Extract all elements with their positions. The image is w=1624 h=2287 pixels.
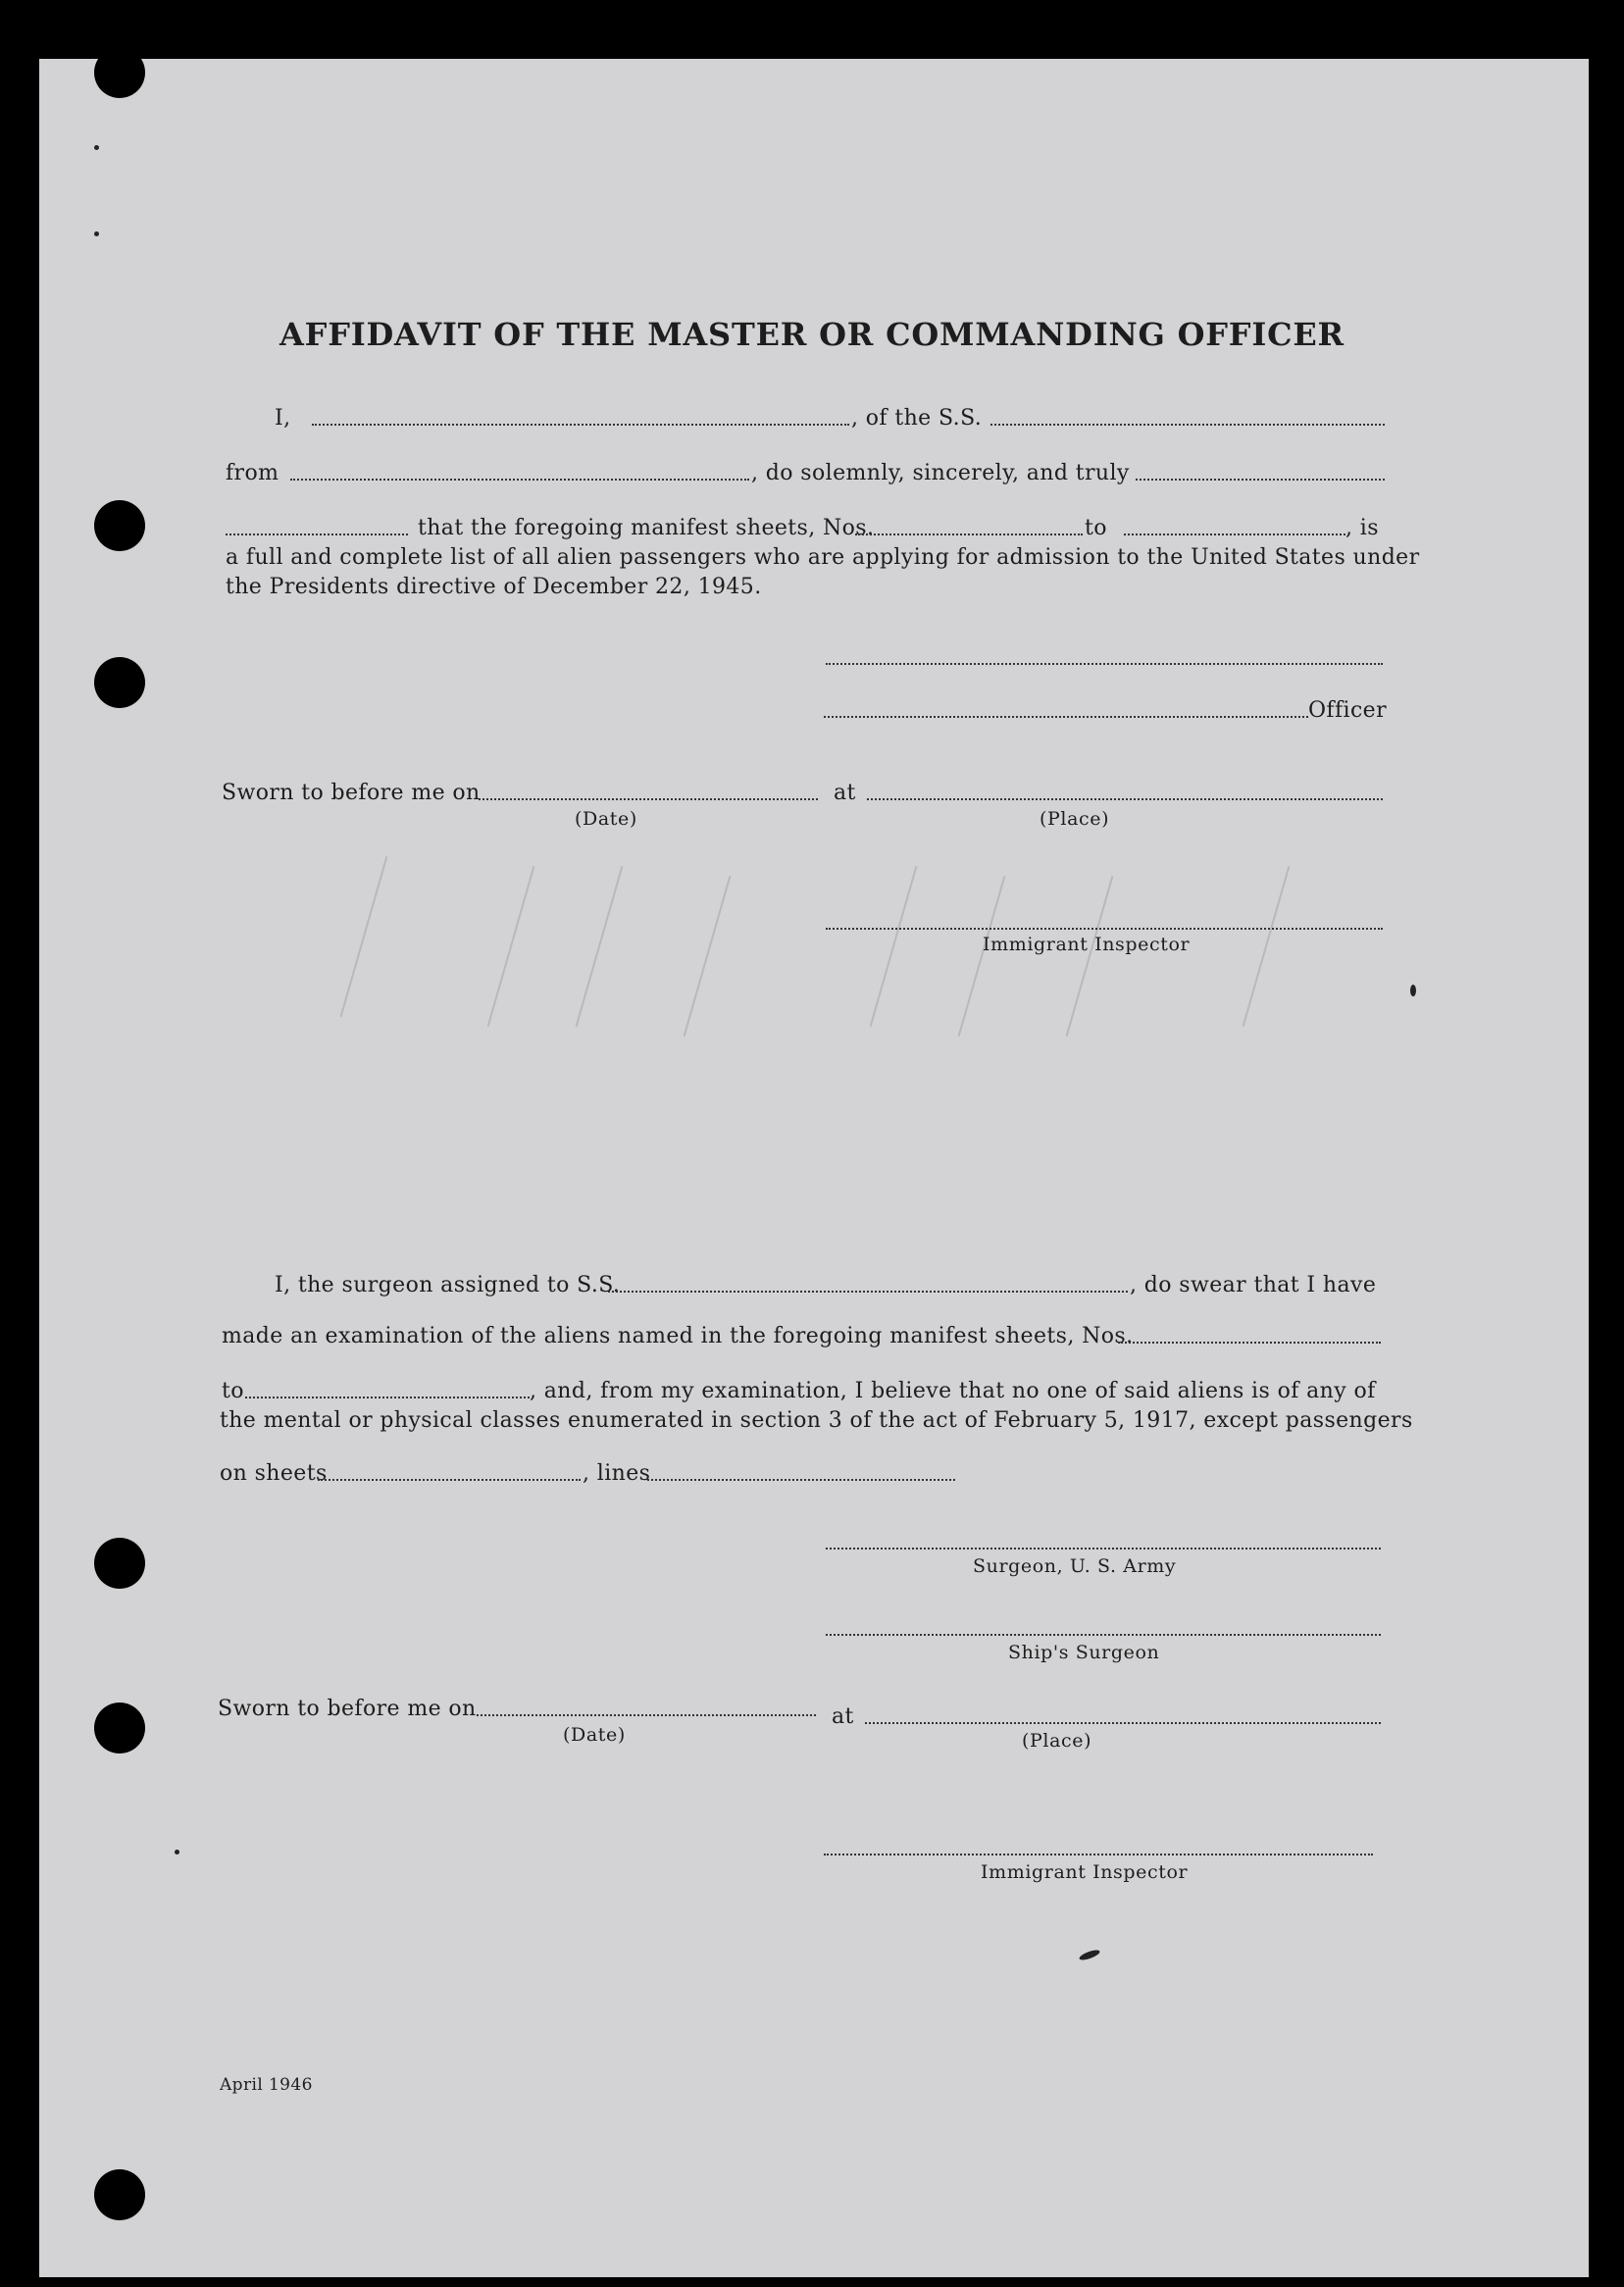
surgeon-ship-field[interactable] bbox=[608, 1291, 1128, 1293]
form-revision-date: April 1946 bbox=[220, 2075, 313, 2095]
surgeon-sheets-to-field[interactable] bbox=[245, 1397, 530, 1398]
master-place-caption: (Place) bbox=[1040, 808, 1110, 830]
surgeon-intro-text: I, the surgeon assigned to S.S. bbox=[275, 1273, 621, 1297]
surgeon-date-caption: (Date) bbox=[563, 1724, 626, 1746]
master-oath-field[interactable] bbox=[1136, 479, 1385, 481]
surgeon-place-caption: (Place) bbox=[1022, 1730, 1092, 1752]
ship-surgeon-caption: Ship's Surgeon bbox=[1008, 1642, 1160, 1663]
surgeon-swear-text: , do swear that I have bbox=[1130, 1273, 1377, 1297]
surgeon-except-sheets-field[interactable] bbox=[318, 1479, 581, 1481]
dust-speck bbox=[94, 145, 99, 150]
army-surgeon-caption: Surgeon, U. S. Army bbox=[973, 1555, 1177, 1577]
punch-hole bbox=[94, 1703, 145, 1753]
surgeon-at-label: at bbox=[832, 1704, 854, 1729]
surgeon-lines-label: , lines bbox=[583, 1461, 651, 1486]
master-at-label: at bbox=[834, 781, 856, 805]
punch-hole bbox=[94, 2169, 145, 2220]
master-signature-field[interactable] bbox=[826, 663, 1383, 665]
punch-hole bbox=[94, 47, 145, 98]
surgeon-except-lines-field[interactable] bbox=[647, 1479, 955, 1481]
master-statement-line: the Presidents directive of December 22, 1945. bbox=[226, 575, 762, 599]
master-of-ss-label: , of the S.S. bbox=[851, 406, 983, 431]
surgeon-sworn-label: Sworn to before me on bbox=[218, 1697, 477, 1721]
master-sheets-from-field[interactable] bbox=[855, 534, 1083, 535]
master-sworn-date-field[interactable] bbox=[479, 798, 818, 800]
master-is-text: , is bbox=[1345, 516, 1379, 540]
surgeon-to-label: to bbox=[222, 1379, 244, 1403]
officer-signature-field[interactable] bbox=[824, 716, 1308, 718]
master-swear-field[interactable] bbox=[226, 534, 408, 535]
punch-hole bbox=[94, 657, 145, 708]
master-to-label: to bbox=[1085, 516, 1107, 540]
dust-speck bbox=[175, 1850, 179, 1855]
officer-label: Officer bbox=[1308, 698, 1388, 723]
form-sheet bbox=[39, 59, 1589, 2277]
dust-speck bbox=[94, 231, 99, 236]
punch-hole bbox=[94, 1538, 145, 1589]
master-sworn-label: Sworn to before me on bbox=[222, 781, 481, 805]
surgeon-inspector-caption: Immigrant Inspector bbox=[981, 1861, 1189, 1883]
master-foregoing-text: that the foregoing manifest sheets, Nos. bbox=[418, 516, 875, 540]
master-port-field[interactable] bbox=[290, 479, 749, 481]
surgeon-sworn-date-field[interactable] bbox=[477, 1714, 816, 1716]
surgeon-classes-text: the mental or physical classes enumerated in section 3 of the act of February 5, 1917, except passengers bbox=[220, 1408, 1413, 1433]
page-title: AFFIDAVIT OF THE MASTER OR COMMANDING OFFICER bbox=[279, 316, 1345, 353]
surgeon-belief-text: , and, from my examination, I believe that no one of said aliens is of any of bbox=[530, 1379, 1376, 1403]
surgeon-inspector-signature-field[interactable] bbox=[824, 1854, 1373, 1855]
ship-surgeon-signature-field[interactable] bbox=[826, 1634, 1381, 1636]
surgeon-sworn-place-field[interactable] bbox=[865, 1722, 1381, 1724]
master-date-caption: (Date) bbox=[575, 808, 637, 830]
master-statement-line: a full and complete list of all alien passengers who are applying for admission to the United States under bbox=[226, 545, 1420, 570]
master-inspector-caption: Immigrant Inspector bbox=[983, 934, 1191, 955]
dust-speck bbox=[1410, 985, 1416, 996]
master-sheets-to-field[interactable] bbox=[1124, 534, 1345, 535]
master-solemnly-text: , do solemnly, sincerely, and truly bbox=[751, 461, 1130, 485]
surgeon-sheets-label: on sheets bbox=[220, 1461, 328, 1486]
army-surgeon-signature-field[interactable] bbox=[826, 1548, 1381, 1550]
master-sworn-place-field[interactable] bbox=[867, 798, 1383, 800]
master-i-label: I, bbox=[275, 406, 291, 431]
master-name-field[interactable] bbox=[312, 424, 849, 426]
surgeon-sheets-from-field[interactable] bbox=[1118, 1342, 1381, 1344]
master-ship-field[interactable] bbox=[990, 424, 1385, 426]
surgeon-examination-text: made an examination of the aliens named in the foregoing manifest sheets, Nos. bbox=[222, 1324, 1134, 1348]
punch-hole bbox=[94, 500, 145, 551]
master-inspector-signature-field[interactable] bbox=[826, 928, 1383, 930]
master-from-label: from bbox=[226, 461, 279, 485]
